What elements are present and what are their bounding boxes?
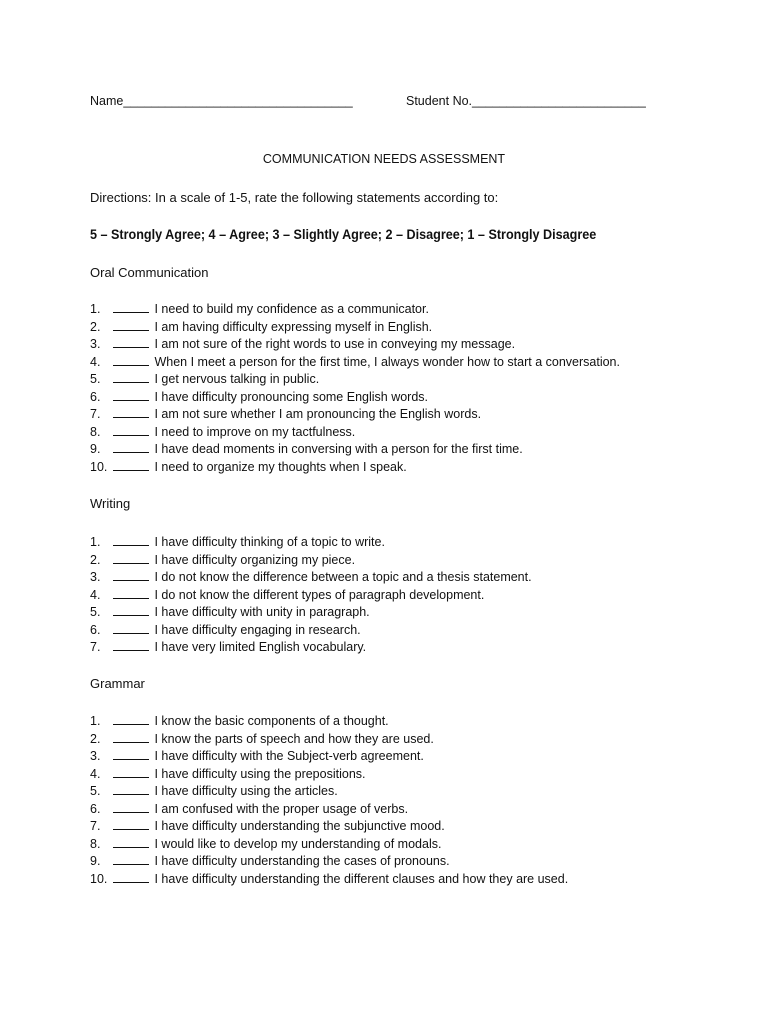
list-item: 9. I have difficulty understanding the cases of pronouns. (90, 854, 450, 868)
rating-blank[interactable] (113, 534, 149, 546)
list-item: 6. I have difficulty pronouncing some English words. (90, 389, 429, 404)
list-item: 6. I have difficulty engaging in research. (90, 622, 361, 637)
list-item: 4. I do not know the different types of paragraph development. (90, 587, 485, 602)
list-item: 9. I have dead moments in conversing with a person for the first time. (90, 442, 523, 456)
list-item: 4. When I meet a person for the first time, I always wonder how to start a conversation. (90, 354, 620, 369)
rating-blank[interactable] (113, 836, 149, 848)
oral-items-list (90, 301, 710, 476)
name-field[interactable]: Name_________________________________ (90, 94, 353, 108)
list-item: 5. I have difficulty using the articles. (90, 784, 338, 798)
list-item: 7. I am not sure whether I am pronouncing the English words. (90, 407, 482, 421)
list-item: 7. I have difficulty understanding the subjunctive mood. (90, 819, 445, 833)
writing-items-list (90, 534, 710, 657)
rating-blank[interactable] (113, 604, 149, 616)
list-item: 1. I have difficulty thinking of a topic to write. (90, 535, 385, 549)
rating-blank[interactable] (113, 371, 149, 383)
rating-blank[interactable] (113, 459, 149, 471)
rating-blank[interactable] (113, 319, 149, 331)
directions-text: Directions: In a scale of 1-5, rate the following statements according to: (90, 190, 499, 205)
list-item: 2. I am having difficulty expressing myself in English. (90, 319, 433, 334)
list-item: 8. I need to improve on my tactfulness. (90, 424, 356, 439)
list-item: 5. I have difficulty with unity in paragraph. (90, 605, 370, 619)
rating-blank[interactable] (113, 336, 149, 348)
rating-blank[interactable] (113, 552, 149, 564)
rating-blank[interactable] (113, 713, 149, 725)
student-info-row (90, 94, 690, 112)
student-number-field[interactable]: Student No._________________________ (406, 94, 646, 108)
section-title-oral: Oral Communication (90, 265, 209, 280)
rating-blank[interactable] (113, 587, 149, 599)
list-item: 1. I know the basic components of a thought. (90, 714, 389, 728)
section-title-writing: Writing (90, 496, 131, 511)
rating-blank[interactable] (113, 766, 149, 778)
rating-blank[interactable] (113, 853, 149, 865)
rating-blank[interactable] (113, 441, 149, 453)
section-title-grammar: Grammar (90, 676, 145, 691)
list-item: 8. I would like to develop my understanding of modals. (90, 836, 442, 851)
list-item: 4. I have difficulty using the prepositions. (90, 766, 366, 781)
list-item: 1. I need to build my confidence as a communicator. (90, 302, 429, 316)
rating-blank[interactable] (113, 639, 149, 651)
rating-blank[interactable] (113, 569, 149, 581)
list-item: 3. I am not sure of the right words to use in conveying my message. (90, 337, 516, 351)
list-item: 7. I have very limited English vocabulary. (90, 640, 367, 654)
rating-blank[interactable] (113, 801, 149, 813)
list-item: 6. I am confused with the proper usage of verbs. (90, 801, 409, 816)
rating-blank[interactable] (113, 783, 149, 795)
rating-blank[interactable] (113, 406, 149, 418)
rating-blank[interactable] (113, 871, 149, 883)
list-item: 2. I have difficulty organizing my piece. (90, 552, 356, 567)
rating-blank[interactable] (113, 389, 149, 401)
rating-blank[interactable] (113, 354, 149, 366)
list-item: 10. I have difficulty understanding the different clauses and how they are used. (90, 871, 569, 886)
rating-blank[interactable] (113, 748, 149, 760)
rating-blank[interactable] (113, 622, 149, 634)
rating-blank[interactable] (113, 818, 149, 830)
list-item: 10. I need to organize my thoughts when I speak. (90, 459, 407, 474)
rating-blank[interactable] (113, 301, 149, 313)
list-item: 2. I know the parts of speech and how they are used. (90, 731, 434, 746)
grammar-items-list (90, 713, 710, 888)
list-item: 5. I get nervous talking in public. (90, 372, 320, 386)
rating-blank[interactable] (113, 424, 149, 436)
rating-blank[interactable] (113, 731, 149, 743)
page-title: COMMUNICATION NEEDS ASSESSMENT (262, 152, 506, 166)
list-item: 3. I do not know the difference between a topic and a thesis statement. (90, 570, 532, 584)
rating-scale: 5 – Strongly Agree; 4 – Agree; 3 – Slightly Agree; 2 – Disagree; 1 – Strongly Disagree (90, 226, 597, 242)
list-item: 3. I have difficulty with the Subject-verb agreement. (90, 749, 424, 763)
